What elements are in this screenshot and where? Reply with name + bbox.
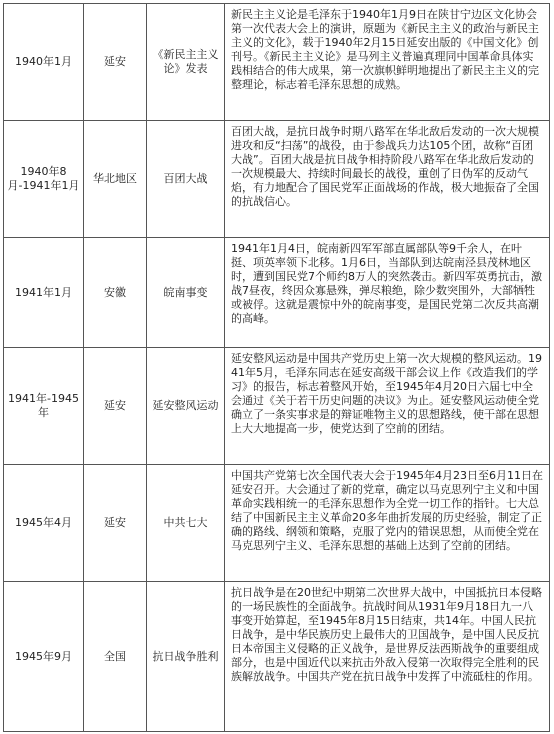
description-cell: 抗日战争是在20世纪中期第二次世界大战中，中国抵抗日本侵略的一场民族性的全面战争。抗战时间从1931年9月18日九一八事变开始算起，至1945年8月15日结束，共14年。中国人民抗日战争，是中华民族历史上最伟大的卫国战争，是中国人民反抗日本帝国主义侵略的正义战争，是世界反法西斯战争的重要组成部分，也是中国近代以来抗击外敌入侵第一次取得完全胜利的民族解放战争。中国共产党在抗日战争中发挥了中流砥柱的作用。 [225, 582, 550, 732]
place-cell: 全国 [84, 582, 147, 732]
place-cell: 安徽 [84, 238, 147, 348]
event-cell: 百团大战 [147, 121, 225, 238]
description-cell: 1941年1月4日，皖南新四军军部直属部队等9千余人，在叶挺、项英率领下北移。1月6日，当部队到达皖南泾县茂林地区时，遭到国民党7个师约8万人的突然袭击。新四军英勇抗击，激战7昼夜，终因众寡悬殊，弹尽粮绝，除少数突围外，大部牺牲或被俘。这就是震惊中外的皖南事变，是国民党第二次反共高潮的高峰。 [225, 238, 550, 348]
place-cell: 延安 [84, 465, 147, 582]
time-cell: 1945年4月 [4, 465, 84, 582]
table-row [4, 121, 550, 238]
time-cell: 1940年1月 [4, 4, 84, 121]
event-cell: 抗日战争胜利 [147, 582, 225, 732]
table-row [4, 348, 550, 465]
table-row [4, 4, 550, 121]
event-cell: 皖南事变 [147, 238, 225, 348]
description-cell: 中国共产党第七次全国代表大会于1945年4月23日至6月11日在延安召开。大会通过了新的党章，确定以马克思列宁主义和中国革命实践相统一的毛泽东思想作为全党一切工作的指针。七大总结了中国新民主主义革命20多年曲折发展的历史经验，制定了正确的路线、纲领和策略，克服了党内的错误思想，从而使全党在马克思列宁主义、毛泽东思想的基础上达到了空前的团结。 [225, 465, 550, 582]
description-cell: 新民主主义论是毛泽东于1940年1月9日在陕甘宁边区文化协会第一次代表大会上的演讲，原题为《新民主主义的政治与新民主主义的文化》，载于1940年2月15日延安出版的《中国文化》创刊号。《新民主主义论》是马列主义普遍真理同中国革命具体实践相结合的伟大成果，第一次旗帜鲜明地提出了新民主主义的完整理论，标志着毛泽东思想的成熟。 [225, 4, 550, 121]
history-events-table [3, 3, 550, 732]
table-row [4, 465, 550, 582]
place-cell: 华北地区 [84, 121, 147, 238]
table-row [4, 582, 550, 732]
event-cell: 延安整风运动 [147, 348, 225, 465]
place-cell: 延安 [84, 4, 147, 121]
time-cell: 1940年8月-1941年1月 [4, 121, 84, 238]
place-cell: 延安 [84, 348, 147, 465]
time-cell: 1941年1月 [4, 238, 84, 348]
description-cell: 百团大战，是抗日战争时期八路军在华北敌后发动的一次大规模进攻和反“扫荡”的战役，由于参战兵力达105个团，故称“百团大战”。百团大战是抗日战争相持阶段八路军在华北敌后发动的一次规模最大、持续时间最长的战役，重创了日伪军的反动气焰，有力地配合了国民党军正面战场的作战，极大地振奋了全国的抗战信心。 [225, 121, 550, 238]
time-cell: 1941年-1945年 [4, 348, 84, 465]
time-cell: 1945年9月 [4, 582, 84, 732]
table-row [4, 238, 550, 348]
event-cell: 中共七大 [147, 465, 225, 582]
event-cell: 《新民主主义论》发表 [147, 4, 225, 121]
description-cell: 延安整风运动是中国共产党历史上第一次大规模的整风运动。1941年5月，毛泽东同志在延安高级干部会议上作《改造我们的学习》的报告，标志着整风开始，至1945年4月20日六届七中全会通过《关于若干历史问题的决议》为止。延安整风运动使全党确立了一条实事求是的辩证唯物主义的思想路线，使干部在思想上大大地提高一步，使党达到了空前的团结。 [225, 348, 550, 465]
